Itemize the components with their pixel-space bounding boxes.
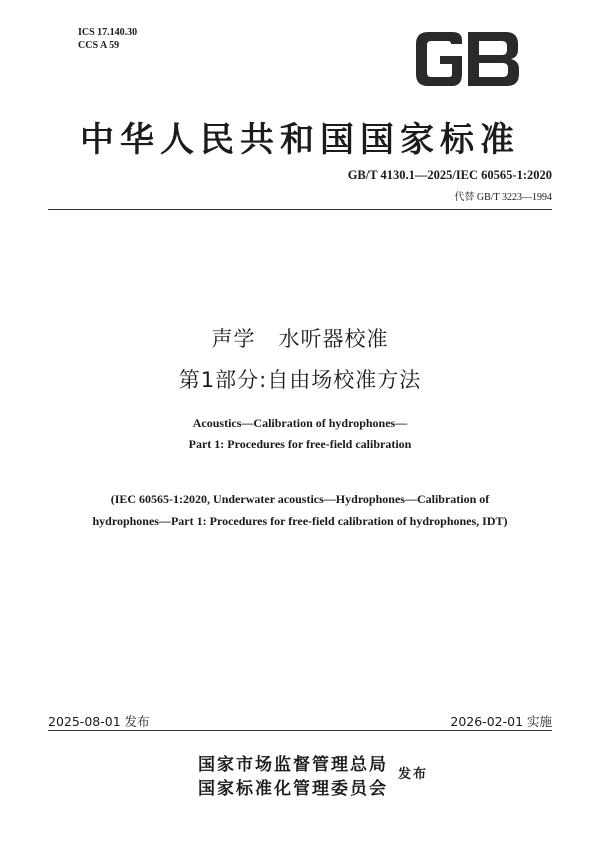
main-title-en-line1: Acoustics—Calibration of hydrophones— [192, 416, 408, 430]
main-title-cn-line1: 声学 水听器校准 [211, 327, 389, 351]
header-divider [48, 209, 552, 210]
issue-label: 发布 [398, 767, 429, 782]
iec-reference-line1: (IEC 60565-1:2020, Underwater acoustics—Hydrophones—Calibration of [110, 492, 490, 506]
ics-code: ICS 17.140.30 [78, 27, 138, 38]
issuer-sac: 国家标准化管理委员会 [198, 779, 388, 799]
main-title-en-line2: Part 1: Procedures for free-field calibration [188, 437, 412, 451]
ics-block [78, 26, 137, 52]
iec-reference-line2: hydrophones—Part 1: Procedures for free-field calibration of hydrophones, IDT) [92, 514, 508, 528]
footer-divider [48, 730, 552, 731]
publish-date: 2025-08-01 发布 [48, 714, 150, 729]
replaces-standard: 代替 GB/T 3223—1994 [454, 192, 552, 203]
standard-number: GB/T 4130.1—2025/IEC 60565-1:2020 [347, 168, 552, 182]
issuer-samr: 国家市场监督管理总局 [198, 755, 388, 775]
standard-type-title: 中华人民共和国国家标准 [80, 120, 520, 160]
implement-date: 2026-02-01 实施 [450, 714, 552, 729]
ccs-code: CCS A 59 [78, 40, 120, 51]
main-title-cn-line2: 第1部分:自由场校准方法 [178, 368, 422, 392]
gb-logo [410, 28, 524, 90]
